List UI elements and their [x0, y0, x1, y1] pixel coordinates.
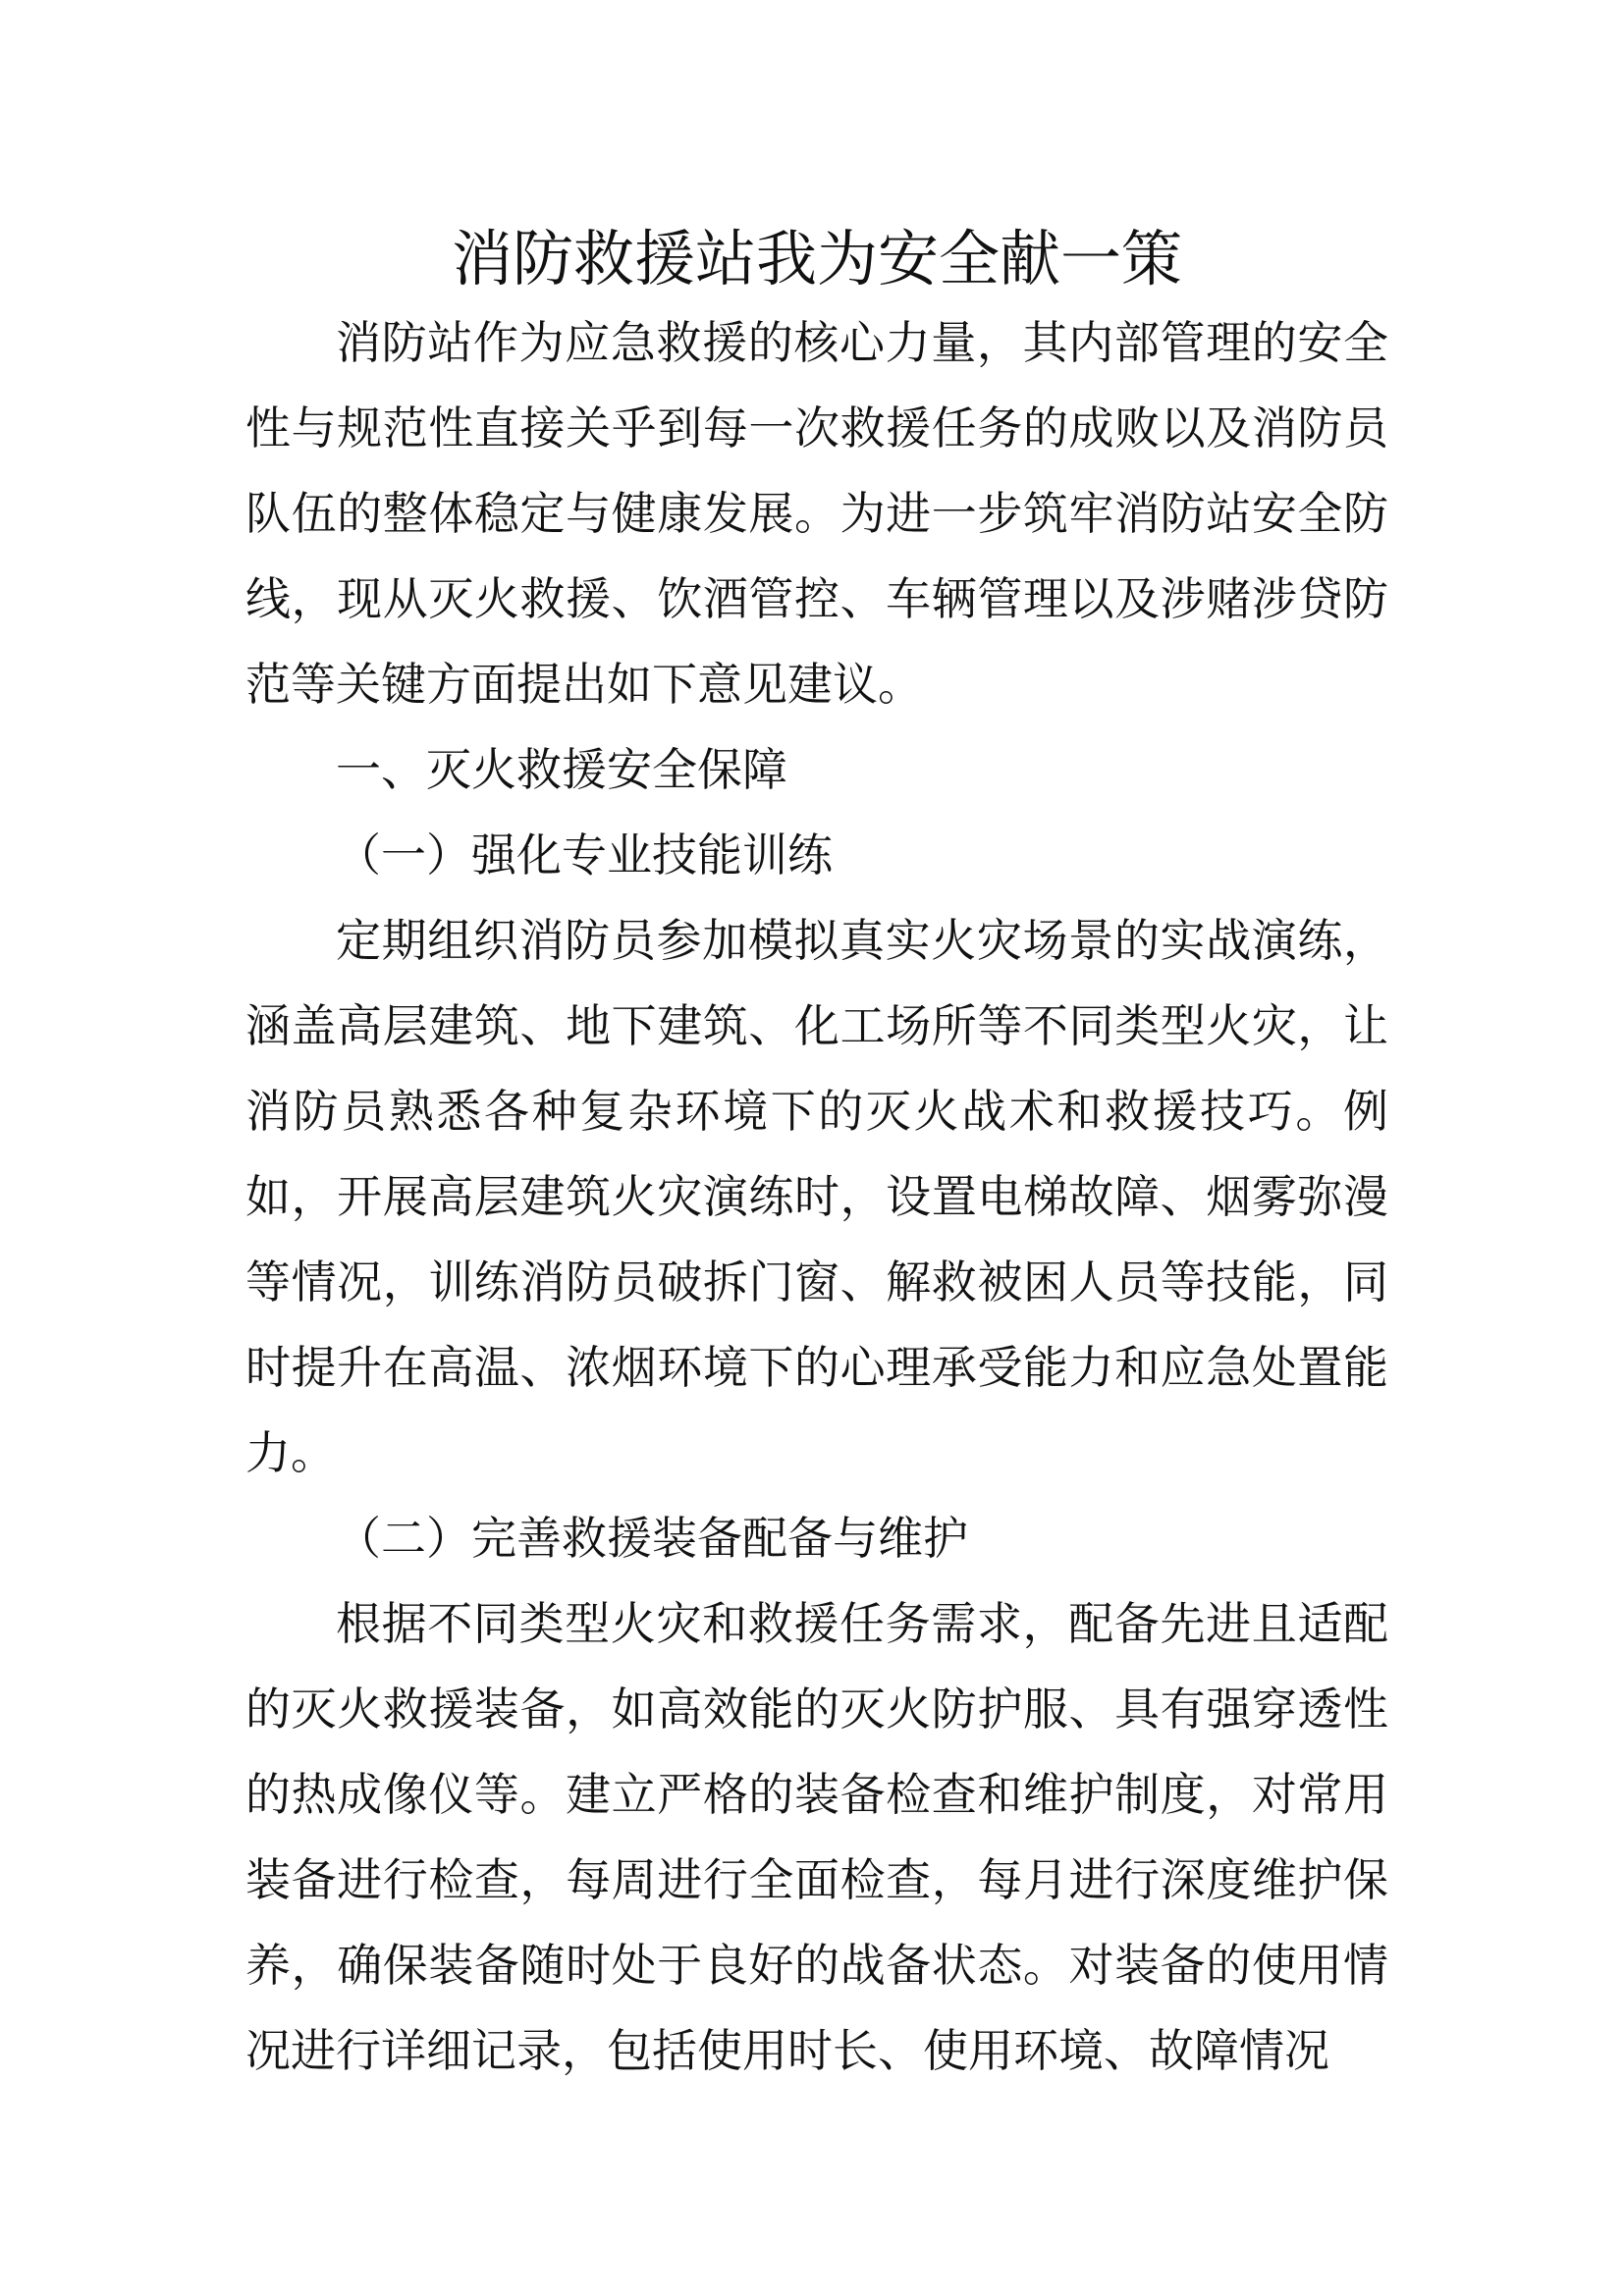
subsection-body-1: 定期组织消防员参加模拟真实火灾场景的实战演练，涵盖高层建筑、地下建筑、化工场所等不同类型火灾，让消防员熟悉各种复杂环境下的灭火战术和救援技巧。例如，开展高层建筑火灾演练时，设置电梯故障、烟雾弥漫等情况，训练消防员破拆门窗、解救被困人员等技能，同时提升在高温、浓烟环境下的心理承受能力和应急处置能力。	[245, 914, 1388, 1479]
section-heading-1: 一、灭火救援安全保障	[336, 743, 787, 796]
document-body	[245, 218, 1388, 2094]
intro-paragraph: 消防站作为应急救援的核心力量，其内部管理的安全性与规范性直接关乎到每一次救援任务的成败以及消防员队伍的整体稳定与健康发展。为进一步筑牢消防站安全防线，现从灭火救援、饮酒管控、车辆管理以及涉赌涉贷防范等关键方面提出如下意见建议。	[245, 316, 1388, 711]
subsection-body-2: 根据不同类型火灾和救援任务需求，配备先进且适配的灭火救援装备，如高效能的灭火防护服、具有强穿透性的热成像仪等。建立严格的装备检查和维护制度，对常用装备进行检查，每周进行全面检查，每月进行深度维护保养，确保装备随时处于良好的战备状态。对装备的使用情况进行详细记录，包括使用时长、使用环境、故障情况	[245, 1597, 1388, 2077]
subsection-heading-2: （二）完善救援装备配备与维护	[336, 1512, 968, 1565]
subsection-heading-1: （一）强化专业技能训练	[336, 828, 833, 881]
document-title: 消防救援站我为安全献一策	[451, 223, 1182, 294]
